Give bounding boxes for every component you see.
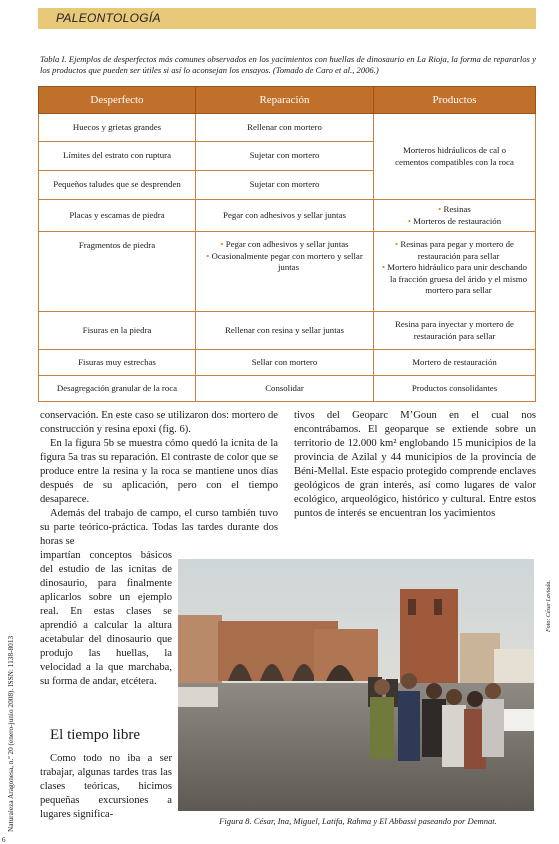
repair-item: Pegar con adhesivos y sellar juntas <box>225 239 349 249</box>
page-number: 6 <box>2 836 6 844</box>
cell-defect: Pequeños taludes que se desprenden <box>39 171 196 200</box>
product-item: Resinas para pegar y mortero de restauración para sellar <box>400 239 514 261</box>
repair-item: Ocasionalmente pegar con mortero y sellar juntas <box>211 250 363 272</box>
cell-repair: Sellar con mortero <box>196 350 374 376</box>
photo-caption: Figura 8. César, Ina, Miguel, Latifa, Rahma y El Abbassi paseando por Demnat. <box>219 816 497 826</box>
photo-illustration <box>178 559 534 811</box>
cell-repair: Sujetar con mortero <box>196 171 374 200</box>
repairs-table <box>38 86 536 402</box>
cell-repair: Rellenar con mortero <box>196 114 374 142</box>
cell-product: Mortero de restauración <box>374 350 536 376</box>
table-row <box>39 376 536 402</box>
cell-repair: Pegar con adhesivos y sellar juntas <box>196 200 374 232</box>
table-header-row <box>39 87 536 114</box>
cell-product: Productos consolidantes <box>374 376 536 402</box>
photo-credit: Foto: César Laviada. <box>546 580 552 632</box>
paragraph: Además del trabajo de campo, el curso también tuvo su parte teórico-práctica. Todas las tardes durante dos horas se <box>40 508 278 547</box>
cell-defect: Límites del estrato con ruptura <box>39 142 196 171</box>
cell-product: Morteros hidráulicos de cal o cementos compatibles con la roca <box>374 114 536 200</box>
column-left-top <box>40 409 278 549</box>
cell-defect: Huecos y grietas grandes <box>39 114 196 142</box>
product-item: Resinas <box>443 204 471 214</box>
header-products: Productos <box>374 87 536 114</box>
cell-defect: Placas y escamas de piedra <box>39 200 196 232</box>
cell-repair: Sujetar con mortero <box>196 142 374 171</box>
paragraph: conservación. En este caso se utilizaron dos: mortero de construcción y resina epoxi (fig. 6). <box>40 410 278 435</box>
table-row <box>39 200 536 232</box>
section-heading: El tiempo libre <box>50 727 140 743</box>
paragraph: En la figura 5b se muestra cómo quedó la icnita de la figura 5a tras su reparación. El contraste de color que se produce entre la resina y la roca se mantiene unos días después de su aplicación, pero con el tiempo desaparece. <box>40 438 278 505</box>
cell-defect: Desagregación granular de la roca <box>39 376 196 402</box>
street-photo <box>178 559 534 811</box>
cell-defect: Fisuras muy estrechas <box>39 350 196 376</box>
cell-product: Resina para inyectar y mortero de restauración para sellar <box>374 312 536 350</box>
column-left-bottom <box>40 752 172 822</box>
cell-defect: Fisuras en la piedra <box>39 312 196 350</box>
cell-product: • Resinas • Morteros de restauración <box>374 200 536 232</box>
table-caption: Tabla I. Ejemplos de desperfectos más comunes observados en los yacimientos con huellas de dinosaurio en La Rioja, la forma de repararlos y los productos que pueden ser útiles si así lo aconsejan los ensayos. (Tomado de Caro et al., 2006.) <box>40 54 536 75</box>
cell-defect: Fragmentos de piedra <box>39 232 196 312</box>
cell-repair: • Pegar con adhesivos y sellar juntas • Ocasionalmente pegar con mortero y sellar juntas <box>196 232 374 312</box>
product-item: Morteros de restauración <box>413 215 502 226</box>
product-item: Mortero hidráulico para unir deschando la fracción gruesa del árido y el mismo mortero para sellar <box>387 262 528 295</box>
journal-credit: Naturaleza Aragonesa, n.º 20 (enero-junio 2008). ISSN: 1138-8013 <box>6 635 15 832</box>
header-repair: Reparación <box>196 87 374 114</box>
paragraph: impartían conceptos básicos del estudio de las icnitas de dinosaurio, para finalmente aplicarlos sobre un ejemplo real. En estas clases se aprendió a calcular la altura acetabular del dinosaurio que produjo las huellas, la velocidad a la que marchaba, su forma de andar, etcétera. <box>40 550 172 687</box>
section-header <box>38 8 536 29</box>
cell-product: • Resinas para pegar y mortero de restauración para sellar • Mortero hidráulico para unir deschando la fracción gruesa del árido y el mismo mortero para sellar <box>374 232 536 312</box>
paragraph: Como todo no iba a ser trabajar, algunas tardes tras las clases teóricas, hicimos pequeñas excursiones a lugares significa- <box>40 753 172 820</box>
paragraph: tivos del Geoparc M’Goun en el cual nos encontrábamos. El geoparque se extiende sobre un territorio de 12.000 km² englobando 15 municipios de la provincia de Azilal y 44 municipios de la provincia de Béni-Mellal. Este espacio protegido comprende enclaves geológicos de gran interés, así como lugares de valor ecológico, arqueológico, histórico y cultural. Entre estos puntos de interés se encuentran los yacimientos <box>294 410 536 519</box>
table-row <box>39 350 536 376</box>
section-title-header: PALEONTOLOGÍA <box>56 11 161 25</box>
table-row <box>39 232 536 312</box>
table-row <box>39 114 536 142</box>
cell-repair: Consolidar <box>196 376 374 402</box>
column-left-narrow <box>40 549 172 689</box>
column-right <box>294 409 536 521</box>
cell-repair: Rellenar con resina y sellar juntas <box>196 312 374 350</box>
header-defect: Desperfecto <box>39 87 196 114</box>
table-row <box>39 312 536 350</box>
